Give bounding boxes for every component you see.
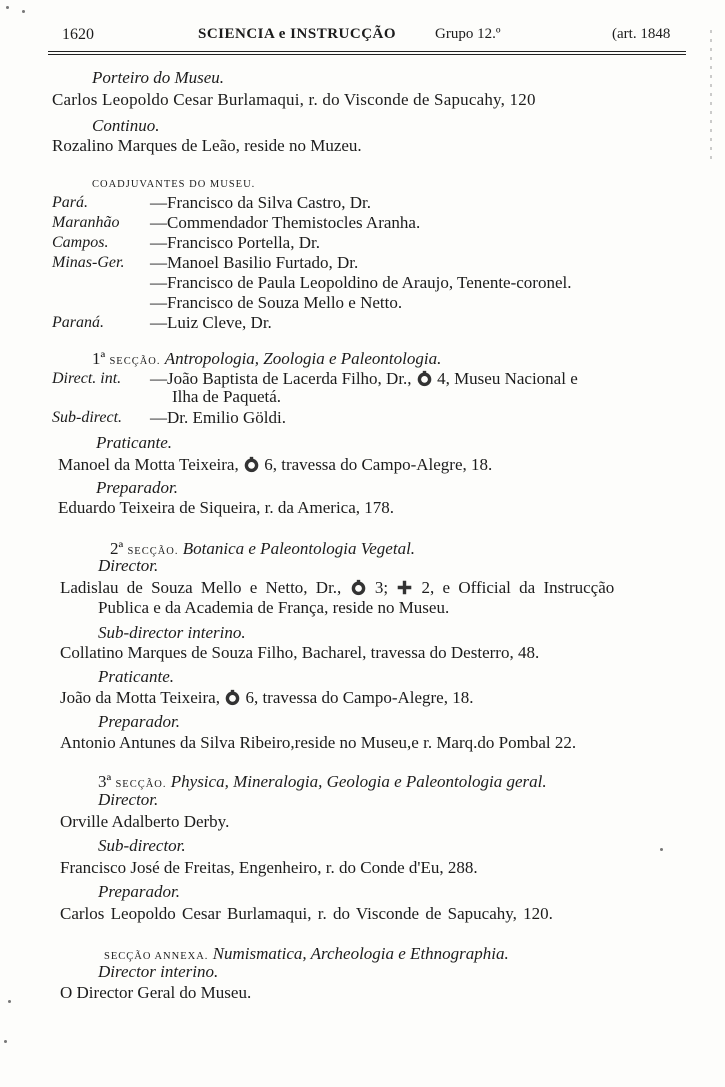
coadj-name: —Francisco Portella, Dr.: [150, 233, 320, 252]
director-line: —João Baptista de Lacerda Filho, Dr., 4, Museu Nacional e: [150, 369, 578, 388]
binding-edge: [708, 30, 714, 160]
section-label: SECÇÃO.: [109, 356, 161, 367]
praticante-label: Praticante.: [96, 433, 173, 452]
praticante-line: João da Motta Teixeira, 6, travessa do Campo-Alegre, 18.: [60, 688, 474, 707]
continuo-name: Rozalino Marques de Leão, reside no Muzeu.: [52, 136, 362, 155]
section3-heading: [98, 772, 547, 795]
porteiro-name: Carlos Leopoldo Cesar Burlamaqui, r. do Visconde de Sapucahy, 120: [52, 90, 536, 109]
section-title: Botanica e Paleontologia Vegetal.: [182, 539, 416, 558]
section-number: 3ª: [98, 772, 112, 791]
section-title: Antropologia, Zoologia e Paleontologia.: [164, 349, 442, 368]
director-role: Direct. int.: [52, 370, 122, 387]
paper-speck: [6, 6, 9, 9]
preparador-label: Preparador.: [98, 882, 181, 901]
section-label: SECÇÃO ANNEXA.: [104, 951, 209, 962]
director-line-cont: Publica e da Academia de França, reside no Museu.: [98, 598, 450, 617]
section-title: Physica, Mineralogia, Geologia e Paleontologia geral.: [170, 772, 547, 791]
coadj-name: —Manoel Basilio Furtado, Dr.: [150, 253, 359, 272]
order-badge-icon: [243, 456, 260, 473]
coadj-place: Pará.: [52, 194, 88, 211]
coadj-name: —Luiz Cleve, Dr.: [150, 313, 272, 332]
praticante-label: Praticante.: [98, 667, 175, 686]
coadj-name: —Francisco de Paula Leopoldino de Araujo, Tenente-coronel.: [150, 273, 572, 292]
porteiro-label: Porteiro do Museu.: [92, 68, 225, 87]
section-number: 1ª: [92, 349, 106, 368]
section-number: 2ª: [110, 539, 124, 558]
coadj-place: Campos.: [52, 234, 109, 251]
preparador-label: Preparador.: [98, 712, 181, 731]
preparador-label: Preparador.: [96, 478, 179, 497]
coadj-place: Minas-Ger.: [52, 254, 125, 271]
continuo-label: Continuo.: [92, 116, 160, 135]
coadj-name: —Francisco de Souza Mello e Netto.: [150, 293, 403, 312]
subdirector-label: Sub-director interino.: [98, 623, 246, 642]
header-rule-thin: [48, 54, 686, 55]
director-line: Ladislau de Souza Mello e Netto, Dr., 3; 2, e Official da Instrucção: [60, 578, 615, 597]
section-label: SECÇÃO.: [127, 546, 179, 557]
coadjuvantes-heading: COADJUVANTES DO MUSEU.: [92, 179, 256, 190]
order-badge-icon: [350, 579, 367, 596]
director-label: Director.: [98, 556, 159, 575]
subdirector-name: Collatino Marques de Souza Filho, Bacharel, travessa do Desterro, 48.: [60, 643, 540, 662]
group-label: Grupo 12.º: [435, 26, 501, 42]
director-label: Director.: [98, 790, 159, 809]
header-rule: [48, 51, 686, 52]
article-ref: (art. 1848: [612, 26, 671, 42]
coadj-name: —Francisco da Silva Castro, Dr.: [150, 193, 371, 212]
coadj-name: —Commendador Themistocles Aranha.: [150, 213, 421, 232]
coadj-place: Maranhão: [52, 214, 120, 231]
preparador-name: Eduardo Teixeira de Siqueira, r. da America, 178.: [58, 498, 395, 517]
paper-speck: [22, 10, 25, 13]
praticante-line: Manoel da Motta Teixeira, 6, travessa do Campo-Alegre, 18.: [58, 455, 493, 474]
director-label: Director interino.: [98, 962, 219, 981]
coadj-place: Paraná.: [52, 314, 104, 331]
order-badge-icon: [416, 370, 433, 387]
running-title: SCIENCIA e INSTRUCÇÃO: [198, 26, 397, 42]
subdirector-name: Francisco José de Freitas, Engenheiro, r. do Conde d'Eu, 288.: [60, 858, 478, 877]
section-label: SECÇÃO.: [115, 779, 167, 790]
cross-insignia-icon: [396, 579, 413, 596]
subdirector-name: —Dr. Emilio Göldi.: [150, 408, 286, 427]
director-line-cont: Ilha de Paquetá.: [172, 387, 282, 406]
preparador-name: Carlos Leopoldo Cesar Burlamaqui, r. do Visconde de Sapucahy, 120.: [60, 904, 553, 923]
section-title: Numismatica, Archeologia e Ethnographia.: [212, 944, 509, 963]
paper-speck: [4, 1040, 7, 1043]
page-number: 1620: [62, 26, 94, 43]
subdirector-role: Sub-direct.: [52, 409, 123, 426]
paper-speck: [660, 848, 663, 851]
director-name: O Director Geral do Museu.: [60, 983, 252, 1002]
order-badge-icon: [224, 689, 241, 706]
subdirector-label: Sub-director.: [98, 836, 186, 855]
preparador-name: Antonio Antunes da Silva Ribeiro,reside no Museu,e r. Marq.do Pombal 22.: [60, 733, 577, 752]
director-name: Orville Adalberto Derby.: [60, 812, 230, 831]
paper-speck: [8, 1000, 11, 1003]
